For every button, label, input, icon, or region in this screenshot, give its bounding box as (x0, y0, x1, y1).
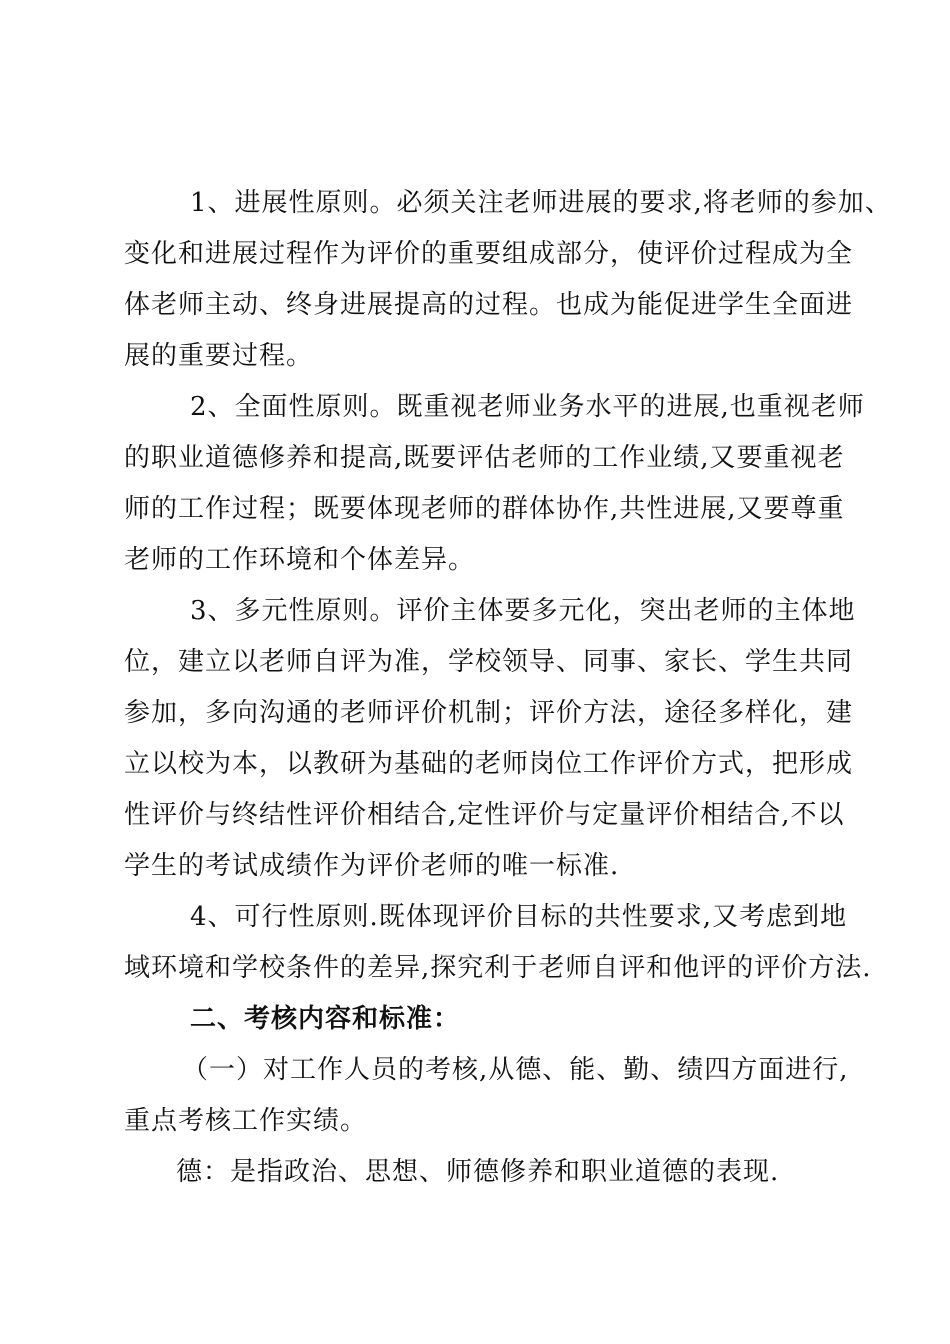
principle-2-line-1: 2、全面性原则。既重视老师业务水平的进展,也重视老师 (190, 392, 865, 422)
principle-3-line-6: 学生的考试成绩作为评价老师的唯一标准. (124, 851, 620, 881)
principle-4-line-2: 域环境和学校条件的差异,探究利于老师自评和他评的评价方法. (124, 953, 872, 983)
principle-2-line-4: 老师的工作环境和个体差异。 (124, 545, 476, 575)
principle-1-line-3: 体老师主动、终身进展提高的过程。也成为能促进学生全面进 (124, 290, 854, 320)
section-heading: 二、考核内容和标准： (190, 1004, 461, 1034)
principle-2-line-3: 师的工作过程；既要体现老师的群体协作,共性进展,又要尊重 (124, 494, 845, 524)
principle-3-line-4: 立以校为本，以教研为基础的老师岗位工作评价方式，把形成 (124, 749, 854, 779)
principle-3-line-2: 位，建立以老师自评为准，学校领导、同事、家长、学生共同 (124, 647, 854, 677)
principle-1-line-4: 展的重要过程。 (124, 341, 314, 371)
principle-3-line-1: 3、多元性原则。评价主体要多元化，突出老师的主体地 (190, 596, 856, 626)
assessment-line-1: （一）对工作人员的考核,从德、能、勤、绩四方面进行, (182, 1055, 849, 1085)
principle-1-line-2: 变化和进展过程作为评价的重要组成部分，使评价过程成为全 (124, 239, 854, 269)
principle-3-line-3: 参加，多向沟通的老师评价机制；评价方法，途径多样化，建 (124, 698, 854, 728)
assessment-line-2: 重点考核工作实绩。 (124, 1106, 368, 1136)
principle-2-line-2: 的职业道德修养和提高,既要评估老师的工作业绩,又要重视老 (124, 443, 845, 473)
principle-4-line-1: 4、可行性原则.既体现评价目标的共性要求,又考虑到地 (190, 902, 848, 932)
principle-1-line-1: 1、进展性原则。必须关注老师进展的要求,将老师的参加、 (190, 188, 892, 218)
virtue-definition-line: 德：是指政治、思想、师德修养和职业道德的表现. (176, 1157, 780, 1187)
principle-3-line-5: 性评价与终结性评价相结合,定性评价与定量评价相结合,不以 (124, 800, 845, 830)
